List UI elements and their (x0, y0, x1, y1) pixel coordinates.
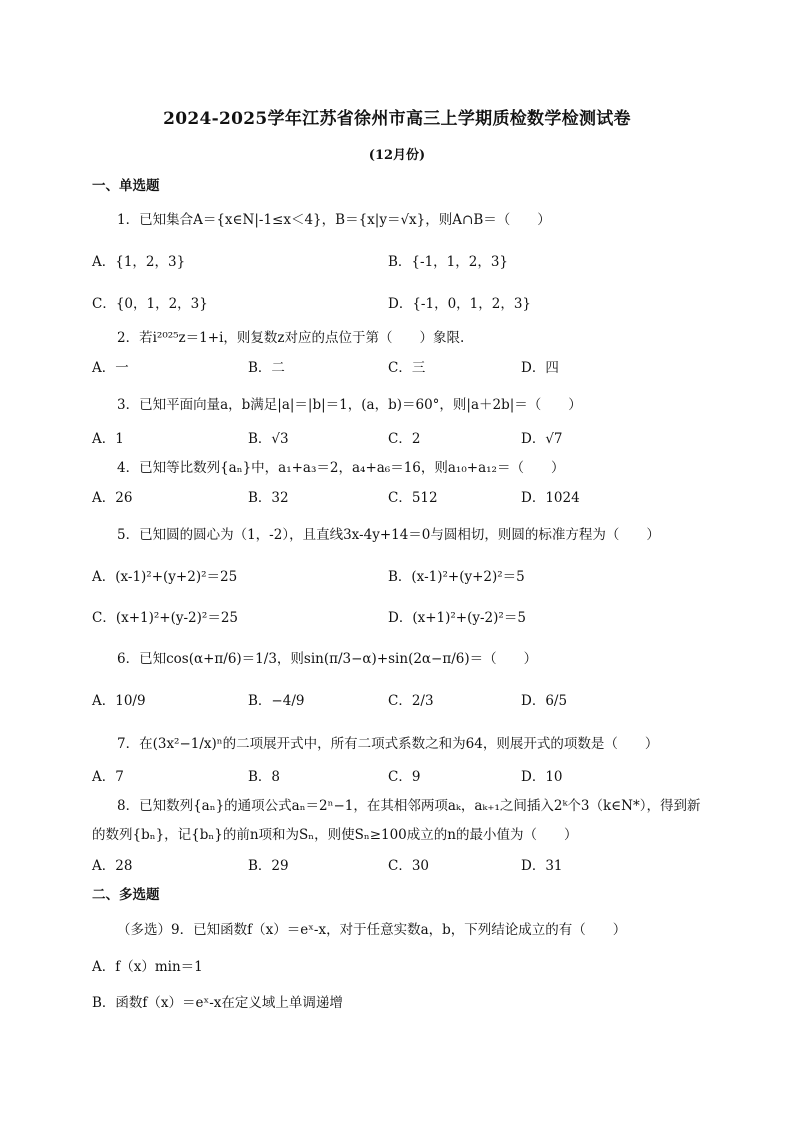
question-1-stem: 1．已知集合A＝{x∈N|-1≤x＜4}，B＝{x|y＝√x}，则A∩B＝（ ） (117, 212, 551, 228)
question-8-option-c: C．30 (388, 858, 430, 874)
question-5-stem: 5．已知圆的圆心为（1，-2），且直线3x-4y+14＝0与圆相切，则圆的标准方程为（ ） (117, 527, 660, 543)
question-7-option-d: D．10 (521, 769, 563, 785)
question-8-stem-continued: 的数列{bₙ}，记{bₙ}的前n项和为Sₙ，则使Sₙ≥100成立的n的最小值为（ ） (92, 827, 578, 843)
question-3-stem: 3．已知平面向量a，b满足|a|＝|b|＝1，(a，b)＝60°，则|a＋2b|＝（ ） (117, 397, 582, 413)
question-7-stem: 7．在(3x²−1/x)ⁿ的二项展开式中，所有二项式系数之和为64，则展开式的项数是（ ） (117, 736, 659, 752)
question-5-option-c: C．(x+1)²+(y-2)²＝25 (92, 610, 239, 626)
question-8-stem: 8．已知数列{aₙ}的通项公式aₙ＝2ⁿ−1，在其相邻两项aₖ，aₖ₊₁之间插入2ᵏ个3（k∈N*），得到新 (117, 798, 701, 814)
question-7-option-a: A．7 (92, 769, 124, 785)
question-5-option-b: B．(x-1)²+(y+2)²＝5 (388, 569, 525, 585)
question-3-option-a: A．1 (92, 431, 124, 447)
question-6-stem: 6．已知cos(α+π/6)＝1/3，则sin(π/3−α)+sin(2α−π/6)＝（ ） (117, 651, 538, 667)
question-4-option-d: D．1024 (521, 490, 580, 506)
question-9-option-b: B．函数f（x）＝eˣ-x在定义域上单调递增 (92, 995, 343, 1011)
question-2-stem: 2．若i²⁰²⁵z＝1+i，则复数z对应的点位于第（ ）象限. (117, 330, 465, 346)
question-1-option-a: A．{1，2，3} (92, 254, 186, 270)
question-9-option-a: A．f（x）min＝1 (92, 959, 203, 975)
question-1-option-d: D．{-1，0，1，2，3} (388, 296, 532, 312)
question-3-option-c: C．2 (388, 431, 421, 447)
question-5-option-d: D．(x+1)²+(y-2)²＝5 (388, 610, 526, 626)
question-9-stem: （多选）9．已知函数f（x）＝eˣ-x，对于任意实数a，b，下列结论成立的有（ ） (117, 922, 627, 938)
question-1-option-c: C．{0，1，2，3} (92, 296, 208, 312)
question-4-stem: 4．已知等比数列{aₙ}中，a₁+a₃＝2，a₄+a₆＝16，则a₁₀+a₁₂＝（ ） (117, 460, 565, 476)
question-4-option-a: A．26 (92, 490, 133, 506)
question-3-option-d: D．√7 (521, 431, 563, 447)
question-2-option-b: B．二 (248, 360, 285, 376)
section-multi-choice: 二、多选题 (92, 887, 160, 903)
question-2-option-d: D．四 (521, 360, 559, 376)
question-2-option-c: C．三 (388, 360, 426, 376)
question-4-option-b: B．32 (248, 490, 289, 506)
question-6-option-a: A．10/9 (92, 693, 146, 709)
page-title: 2024-2025学年江苏省徐州市高三上学期质检数学检测试卷 (163, 109, 631, 129)
question-3-option-b: B．√3 (248, 431, 289, 447)
question-6-option-d: D．6/5 (521, 693, 568, 709)
question-6-option-c: C．2/3 (388, 693, 434, 709)
section-single-choice: 一、单选题 (92, 178, 160, 194)
question-1-option-b: B．{-1，1，2，3} (388, 254, 509, 270)
question-7-option-c: C．9 (388, 769, 421, 785)
question-8-option-a: A．28 (92, 858, 133, 874)
question-7-option-b: B．8 (248, 769, 281, 785)
question-2-option-a: A．一 (92, 360, 129, 376)
question-5-option-a: A．(x-1)²+(y+2)²＝25 (92, 569, 238, 585)
question-8-option-b: B．29 (248, 858, 289, 874)
question-6-option-b: B．−4/9 (248, 693, 305, 709)
question-4-option-c: C．512 (388, 490, 438, 506)
page-subtitle: (12月份) (368, 148, 426, 163)
question-8-option-d: D．31 (521, 858, 563, 874)
